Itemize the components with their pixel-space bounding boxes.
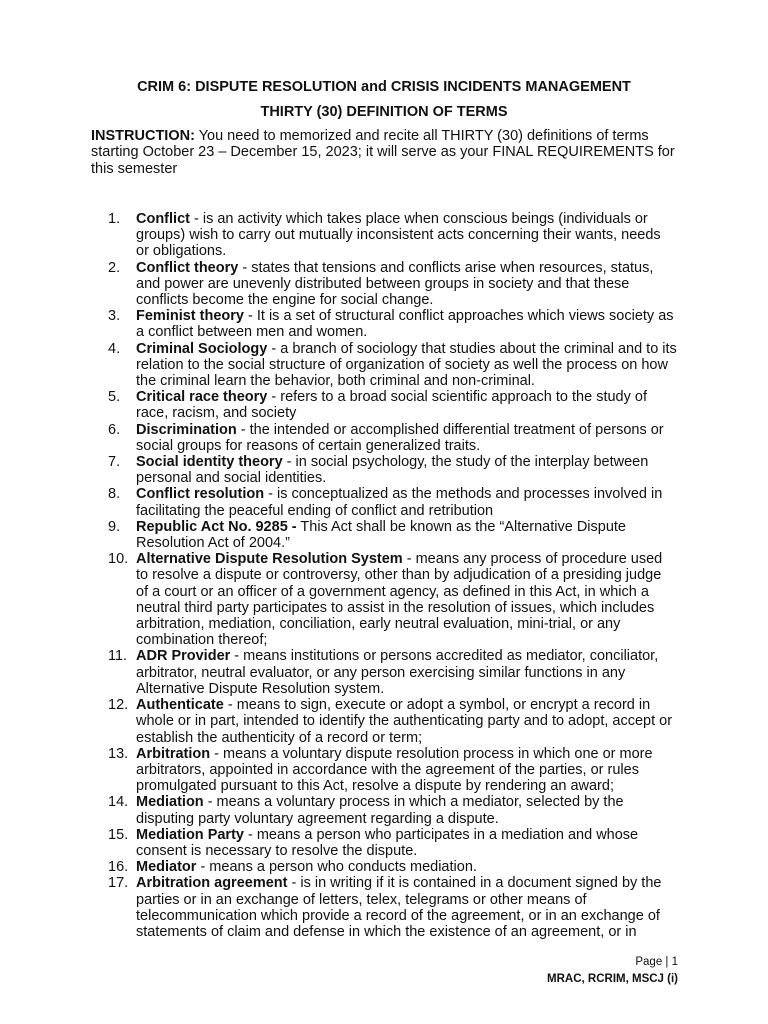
term-number: 6. [108, 421, 121, 438]
term-item [108, 454, 677, 487]
term-definition: - means a person who participates in a mediation and whose consent is necessary to resolve the dispute. [136, 826, 639, 859]
term-number: 2. [108, 259, 121, 276]
term-number: 5. [108, 389, 121, 406]
term-name: Alternative Dispute Resolution System [136, 551, 403, 568]
term-definition: - means a voluntary process in which a mediator, selected by the disputing party voluntary agreement regarding a dispute. [136, 794, 624, 827]
term-definition: - means to sign, execute or adopt a symbol, or encrypt a record in whole or in part, intended to identify the authenticating party and to adopt, accept or establish the authenticity of a record or term; [136, 697, 673, 746]
term-name: Criminal Sociology [136, 340, 268, 357]
term-number: 9. [108, 518, 121, 535]
term-item [108, 308, 677, 341]
term-item [108, 486, 677, 519]
term-definition: - means any process of procedure used to resolve a dispute or controversy, other than by adjudication of a presiding judge of a court or an officer of a government agency, as defined in this Act, in which a neutral third party participates to assist in the resolution of issues, which includes arbitration, mediation, conciliation, early neutral evaluation, mini-trial, or any combination thereof; [136, 551, 663, 649]
instruction-text: You need to memorized and recite all THIRTY (30) definitions of terms starting October 23 – December 15, 2023; it will serve as your FINAL REQUIREMENTS for this semester [91, 128, 675, 177]
term-number: 4. [108, 340, 121, 357]
term-name: Authenticate [136, 697, 224, 714]
term-number: 13. [108, 745, 129, 762]
term-item [108, 421, 677, 454]
document-title: CRIM 6: DISPUTE RESOLUTION and CRISIS INCIDENTS MANAGEMENT [137, 79, 631, 95]
author-credentials: MRAC, RCRIM, MSCJ (i) [547, 973, 678, 985]
term-name: Critical race theory [136, 389, 268, 406]
instruction-label: INSTRUCTION: [91, 128, 195, 144]
page-number: Page | 1 [635, 956, 678, 968]
term-definition: - is conceptualized as the methods and processes involved in facilitating the peaceful ending of conflict and retribution [136, 486, 663, 519]
term-number: 12. [108, 697, 129, 714]
term-item [108, 794, 677, 827]
term-number: 15. [108, 826, 129, 843]
term-name: Mediation Party [136, 826, 244, 843]
term-number: 10. [108, 551, 129, 568]
term-item [108, 518, 677, 552]
term-number: 8. [108, 486, 121, 503]
term-definition: - is in writing if it is contained in a document signed by the parties or in an exchange of letters, telex, telegrams or other means of telecommunication which provide a record of the agreement, or in an exchange of statements of claim and defense in which the existence of an agreement, or in [136, 875, 662, 940]
term-name: Mediation [136, 794, 204, 811]
term-name: Feminist theory [136, 308, 244, 325]
term-definition: - It is a set of structural conflict approaches which views society as a conflict between men and women. [136, 308, 674, 341]
term-name: Conflict theory [136, 259, 239, 276]
term-definition: - states that tensions and conflicts arise when resources, status, and power are unevenly distributed between groups in society and that these conflicts become the engine for social change. [136, 259, 654, 309]
term-number: 11. [108, 648, 128, 665]
term-name: Mediator [136, 859, 197, 876]
term-item [108, 745, 677, 795]
terms-list [108, 211, 677, 940]
term-name: Conflict [136, 211, 190, 227]
term-item [108, 551, 677, 649]
term-definition: - means a voluntary dispute resolution process in which one or more arbitrators, appointed in accordance with the agreement of the parties, or rules promulgated pursuant to this Act, resolve a dispute by rendering an award; [136, 745, 653, 795]
term-item [108, 648, 677, 697]
term-number: 14. [108, 794, 129, 811]
term-name: Republic Act No. 9285 - [136, 518, 297, 535]
term-item [108, 389, 677, 422]
term-name: Social identity theory [136, 454, 283, 471]
term-number: 16. [108, 859, 129, 876]
term-number: 7. [108, 454, 121, 471]
term-definition: - means a person who conducts mediation. [196, 859, 477, 876]
term-definition: - in social psychology, the study of the interplay between personal and social identities. [136, 454, 649, 487]
term-definition: - means institutions or persons accredited as mediator, conciliator, arbitrator, neutral evaluator, or any person exercising similar functions in any Alternative Dispute Resolution system. [136, 648, 659, 697]
term-item [108, 211, 677, 260]
term-name: ADR Provider [136, 648, 231, 665]
term-item [108, 259, 677, 309]
document-subtitle: THIRTY (30) DEFINITION OF TERMS [260, 104, 508, 120]
term-item [108, 875, 677, 940]
term-definition: - refers to a broad social scientific approach to the study of race, racism, and society [136, 389, 647, 422]
term-name: Arbitration [136, 745, 211, 762]
term-name: Discrimination [136, 421, 237, 438]
term-number: 1. [108, 211, 121, 227]
term-definition: - is an activity which takes place when conscious beings (individuals or groups) wish to carry out mutually inconsistent acts concerning their wants, needs or obligations. [136, 211, 661, 260]
term-name: Conflict resolution [136, 486, 265, 503]
term-number: 17. [108, 875, 129, 892]
term-name: Arbitration agreement [136, 875, 288, 892]
term-number: 3. [108, 308, 121, 325]
term-item [108, 340, 677, 390]
term-definition: This Act shall be known as the “Alternative Dispute Resolution Act of 2004.” [136, 518, 626, 552]
term-item [108, 697, 677, 746]
term-item [108, 826, 677, 859]
term-item [108, 859, 677, 876]
term-definition: - the intended or accomplished differential treatment of persons or social groups for reasons of certain generalized traits. [136, 421, 664, 454]
instruction-paragraph [91, 128, 691, 177]
term-definition: - a branch of sociology that studies about the criminal and to its relation to the social structure of organization of society as well the process on how the criminal learn the behavior, both criminal and non-criminal. [136, 340, 677, 390]
